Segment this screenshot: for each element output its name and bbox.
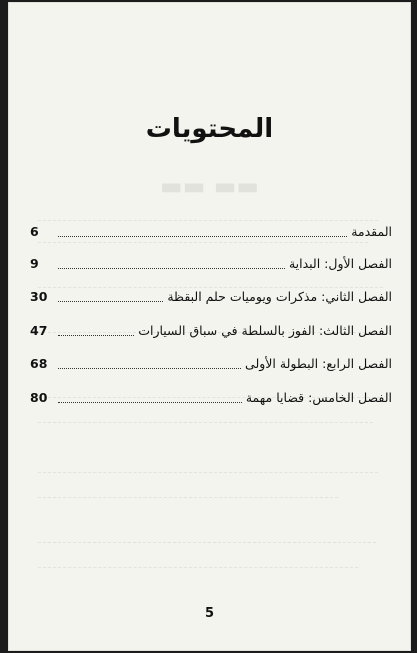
show-through-title: ▬▬ ▬▬ [159, 172, 260, 200]
toc-entry[interactable] [30, 349, 392, 373]
toc-entry[interactable] [30, 383, 392, 407]
toc-entry-label: الفصل الثاني: مذكرات ويوميات حلم البقظة [167, 289, 392, 304]
toc-entry-page: 30 [30, 289, 48, 304]
toc-entry-label: الفصل الأول: البداية [288, 256, 392, 271]
toc-entry[interactable] [30, 282, 392, 306]
toc-entry-label: المقدمة [351, 224, 392, 239]
toc-dot-leader [58, 367, 241, 369]
toc-entry-page: 47 [30, 323, 48, 338]
toc-entry[interactable] [30, 217, 392, 241]
show-through-line [38, 242, 368, 244]
toc-dot-leader [58, 235, 347, 237]
toc-dot-leader [58, 267, 285, 269]
page-number: 5 [204, 606, 215, 621]
toc-entry[interactable] [30, 249, 392, 273]
toc-entry-page: 6 [30, 224, 39, 239]
toc-entry-label: الفصل الثالث: الفوز بالسلطة في سباق السيارات [138, 323, 392, 338]
toc-dot-leader [58, 334, 134, 336]
page-title: المحتويات [145, 114, 274, 144]
show-through-line [38, 542, 376, 544]
toc-entry-page: 80 [30, 390, 48, 405]
book-page [8, 2, 411, 651]
toc-entry-label: الفصل الخامس: قضايا مهمة [245, 390, 392, 405]
show-through-line [38, 497, 338, 499]
toc-entry-page: 9 [30, 256, 39, 271]
show-through-line [38, 567, 358, 569]
show-through-line [38, 422, 373, 424]
toc-entry-page: 68 [30, 356, 48, 371]
toc-entry[interactable] [30, 316, 392, 340]
show-through-line [38, 472, 378, 474]
toc-dot-leader [58, 300, 163, 302]
toc-entry-label: الفصل الرابع: البطولة الأولى [245, 356, 392, 371]
toc-dot-leader [58, 401, 242, 403]
